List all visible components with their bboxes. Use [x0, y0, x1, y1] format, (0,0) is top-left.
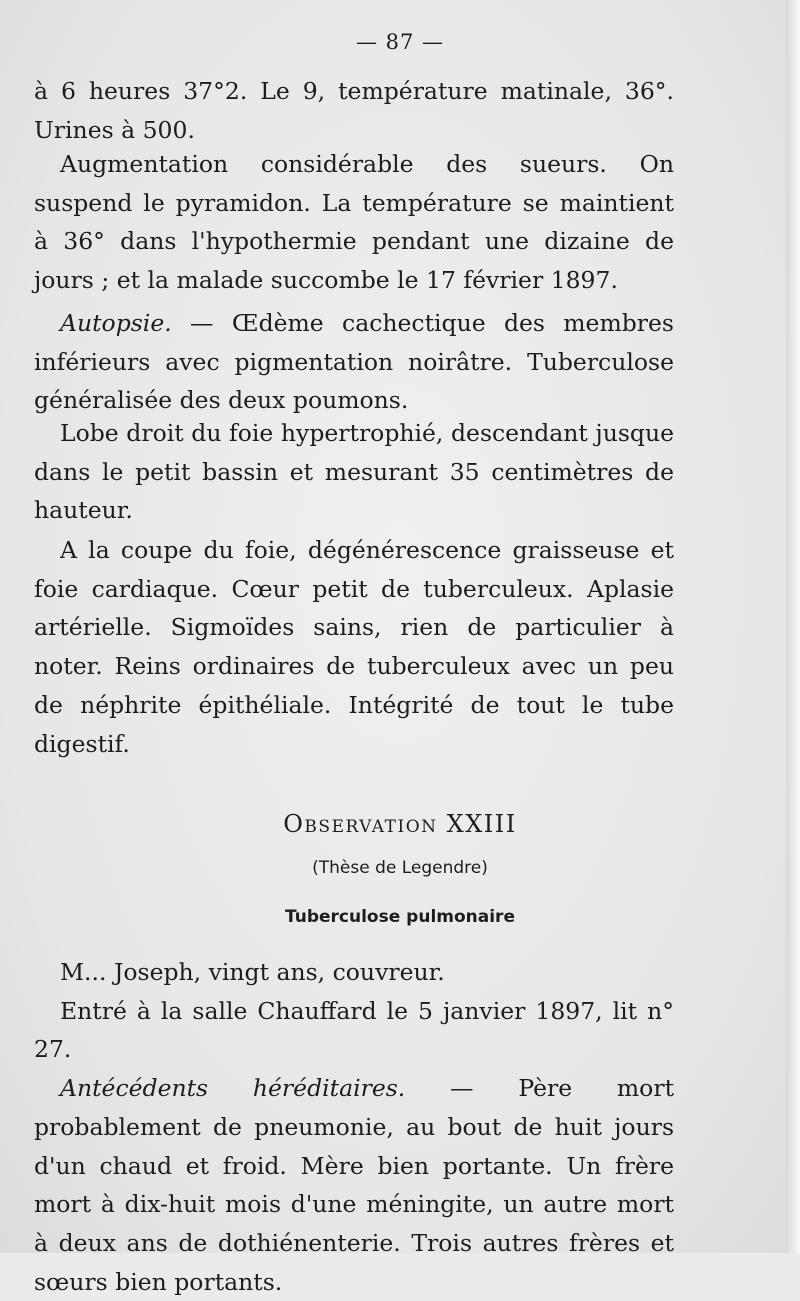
- observation-title: Observation XXIII: [283, 810, 517, 838]
- history-label: Antécédents héréditaires.: [60, 1074, 406, 1103]
- autopsy-label: Autopsie.: [60, 309, 172, 337]
- admission-line: Entré à la salle Chauffard le 5 janvier 1897, lit n° 27.: [34, 996, 674, 1064]
- paragraph-autopsy-text: [34, 304, 674, 420]
- paragraph-sweats-text: Augmentation considérable des sueurs. On suspend le pyramidon. La température se maintient à 36° dans l'hypothermie pendant une dizaine de jours ; et la malade succombe le 17 février 1897.: [34, 150, 674, 295]
- paragraph-section-text: A la coupe du foie, dégénérescence graisseuse et foie cardiaque. Cœur petit de tuberculeux. Aplasie artérielle. Sigmoïdes sains, rien de particulier à noter. Reins ordinaires de tuberculeux avec un peu de néphrite épithéliale. Intégrité de tout le tube digestif.: [34, 536, 674, 758]
- paragraph-sweats: [34, 145, 674, 300]
- observation-subject: Tuberculose pulmonaire: [285, 907, 515, 927]
- paragraph-section: [34, 531, 674, 763]
- paragraph-temperature-text: à 6 heures 37°2. Le 9, température matinale, 36°. Urines à 500.: [34, 77, 674, 144]
- paragraph-liver-text: Lobe droit du foie hypertrophié, descendant jusque dans le petit bassin et mesurant 35 centimètres de hauteur.: [34, 419, 674, 525]
- page-number: — 87 —: [355, 30, 445, 54]
- autopsy-text: — Œdème cachectique des membres inférieurs avec pigmentation noirâtre. Tuberculose généralisée des deux poumons.: [34, 309, 674, 415]
- observation-source: (Thèse de Legendre): [312, 858, 488, 878]
- paragraph-liver: [34, 414, 674, 530]
- paragraph-autopsy: [34, 304, 674, 420]
- history-text: — Père mort probablement de pneumonie, au bout de huit jours d'un chaud et froid. Mère bien portante. Un frère mort à dix-huit mois d'une méningite, un autre mort à deux ans de dothiénenterie. Trois autres frères et sœurs bien portants.: [34, 1074, 675, 1296]
- paragraph-history: [34, 1069, 674, 1301]
- patient-line: M... Joseph, vingt ans, couvreur.: [60, 958, 445, 986]
- page-edge: [786, 0, 800, 1253]
- observation-body: [34, 953, 674, 1301]
- paragraph-temperature: [34, 72, 674, 149]
